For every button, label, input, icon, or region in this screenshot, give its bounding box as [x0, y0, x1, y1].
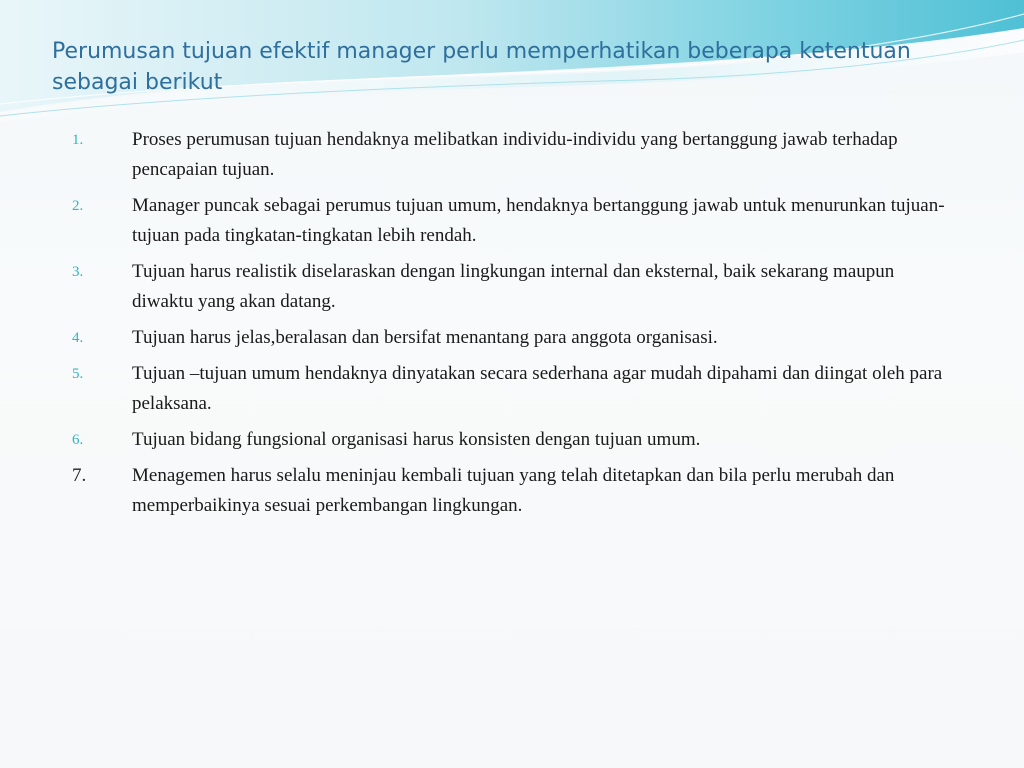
list-item — [72, 257, 952, 317]
list-item-text: Tujuan –tujuan umum hendaknya dinyatakan secara sederhana agar mudah dipahami dan diingat oleh para pelaksana. — [132, 363, 943, 414]
list-item — [72, 125, 952, 185]
list-item — [72, 461, 952, 521]
list-item-text: Tujuan bidang fungsional organisasi harus konsisten dengan tujuan umum. — [132, 429, 701, 450]
list-item-number: 3. — [72, 264, 84, 280]
list-item-number: 5. — [72, 366, 84, 382]
list-item-number: 4. — [72, 330, 84, 346]
list-item-number: 6. — [72, 432, 84, 448]
list-item-text: Menagemen harus selalu meninjau kembali tujuan yang telah ditetapkan dan bila perlu merubah dan memperbaikinya sesuai perkembangan lingkungan. — [132, 465, 895, 516]
list-item — [72, 323, 952, 353]
list-item-text: Tujuan harus realistik diselaraskan dengan lingkungan internal dan eksternal, baik sekarang maupun diwaktu yang akan datang. — [132, 261, 895, 312]
list-item — [72, 425, 952, 455]
list-item-text: Tujuan harus jelas,beralasan dan bersifat menantang para anggota organisasi. — [132, 327, 718, 348]
list-item — [72, 191, 952, 251]
list-item-number: 1. — [72, 132, 84, 148]
list-item-number: 7. — [72, 465, 87, 486]
list-item-text: Proses perumusan tujuan hendaknya melibatkan individu-individu yang bertanggung jawab terhadap pencapaian tujuan. — [132, 129, 898, 180]
list-item-text: Manager puncak sebagai perumus tujuan umum, hendaknya bertanggung jawab untuk menurunkan tujuan-tujuan pada tingkatan-tingkatan lebih rendah. — [132, 195, 945, 246]
list-item-number: 2. — [72, 198, 84, 214]
slide-title: Perumusan tujuan efektif manager perlu memperhatikan beberapa ketentuan sebagai berikut — [52, 39, 911, 95]
numbered-list — [72, 125, 952, 527]
list-item — [72, 359, 952, 419]
